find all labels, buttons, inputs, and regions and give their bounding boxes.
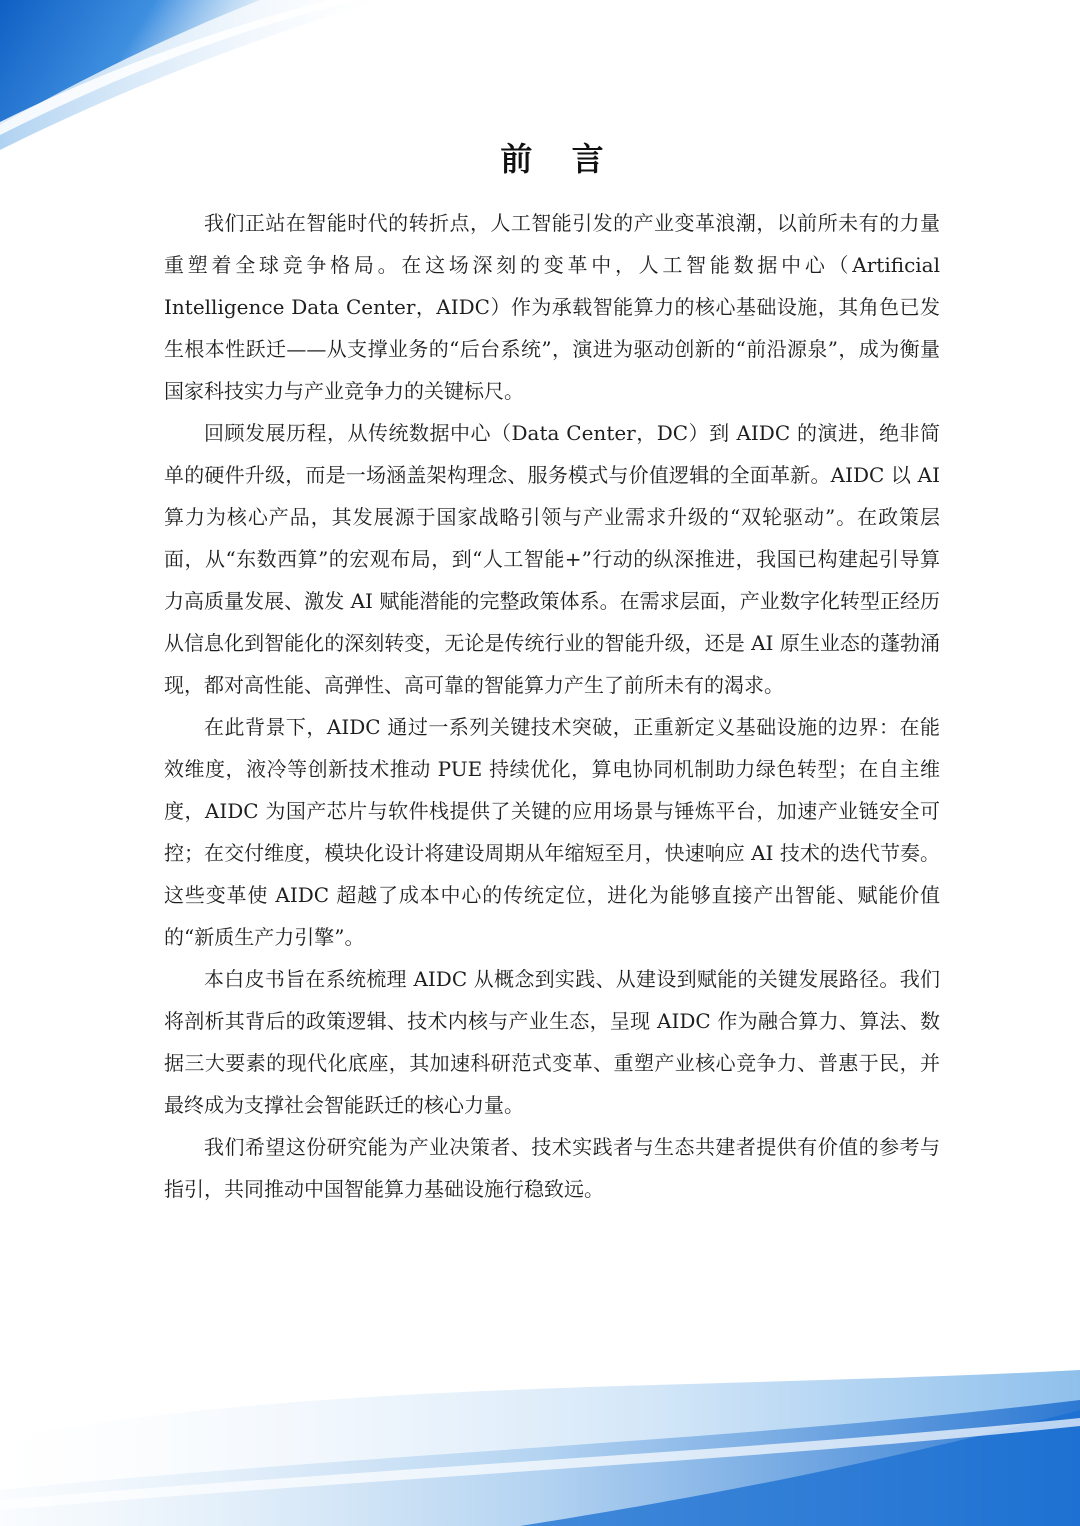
document-body (164, 132, 940, 1210)
paragraph-5: 我们希望这份研究能为产业决策者、技术实践者与生态共建者提供有价值的参考与指引，共同推动中国智能算力基础设施行稳致远。 (164, 1135, 940, 1201)
page-title: 前 言 (500, 140, 618, 178)
paragraph-1: 我们正站在智能时代的转折点，人工智能引发的产业变革浪潮，以前所未有的力量重塑着全球竞争格局。在这场深刻的变革中，人工智能数据中心（Artificial Intelligence Data Center，AIDC）作为承载智能算力的核心基础设施，其角色已发生根本性跃迁——从支撑业务的“后台系统”，演进为驱动创新的“前沿源泉”，成为衡量国家科技实力与产业竞争力的关键标尺。 (164, 211, 940, 403)
paragraph-4: 本白皮书旨在系统梳理 AIDC 从概念到实践、从建设到赋能的关键发展路径。我们将剖析其背后的政策逻辑、技术内核与产业生态，呈现 AIDC 作为融合算力、算法、数据三大要素的现代化底座，其加速科研范式变革、重塑产业核心竞争力、普惠于民，并最终成为支撑社会智能跃迁的核心力量。 (164, 967, 940, 1117)
paragraph-3: 在此背景下，AIDC 通过一系列关键技术突破，正重新定义基础设施的边界：在能效维度，液冷等创新技术推动 PUE 持续优化，算电协同机制助力绿色转型；在自主维度，AIDC 为国产芯片与软件栈提供了关键的应用场景与锤炼平台，加速产业链安全可控；在交付维度，模块化设计将建设周期从年缩短至月，快速响应 AI 技术的迭代节奏。这些变革使 AIDC 超越了成本中心的传统定位，进化为能够直接产出智能、赋能价值的“新质生产力引擎”。 (164, 715, 940, 949)
paragraph-2: 回顾发展历程，从传统数据中心（Data Center，DC）到 AIDC 的演进，绝非简单的硬件升级，而是一场涵盖架构理念、服务模式与价值逻辑的全面革新。AIDC 以 AI 算力为核心产品，其发展源于国家战略引领与产业需求升级的“双轮驱动”。在政策层面，从“东数西算”的宏观布局，到“人工智能+”行动的纵深推进，我国已构建起引导算力高质量发展、激发 AI 赋能潜能的完整政策体系。在需求层面，产业数字化转型正经历从信息化到智能化的深刻转变，无论是传统行业的智能升级，还是 AI 原生业态的蓬勃涌现，都对高性能、高弹性、高可靠的智能算力产生了前所未有的渴求。 (164, 421, 940, 697)
